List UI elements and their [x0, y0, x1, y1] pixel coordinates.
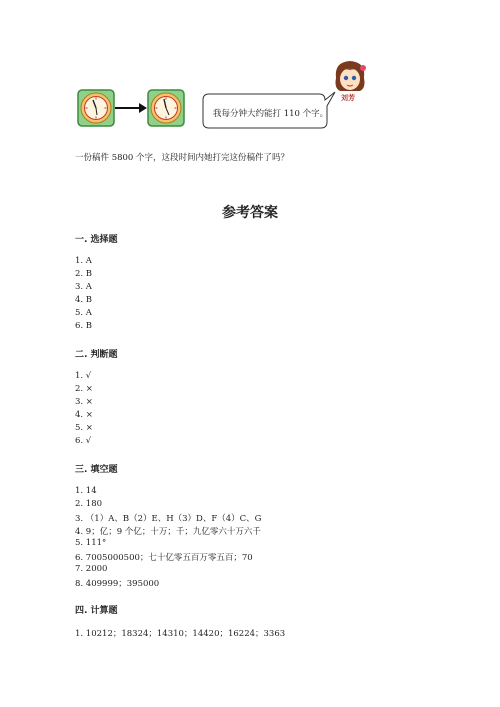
- list-item: 6. 7005000500；七十亿零五百万零五百；70: [75, 553, 253, 563]
- list-item: 8. 409999；395000: [75, 579, 160, 589]
- section-heading-calculation: 四. 计算题: [75, 606, 118, 616]
- list-item: 6. √: [75, 436, 92, 446]
- problem-text: 一份稿件 5800 个字，这段时间内她打完这份稿件了吗？: [75, 153, 290, 163]
- answer-title: 参考答案: [222, 205, 278, 221]
- list-item: 3. （1）A、B（2）E、H（3）D、F（4）C、G: [75, 514, 262, 524]
- section-heading-judgement: 二. 判断题: [75, 350, 118, 360]
- clock-start-icon: [77, 89, 115, 127]
- list-item: 1. 14: [75, 486, 97, 496]
- girl-name-label: 刘芳: [341, 93, 355, 102]
- clock-end-icon: [147, 89, 185, 127]
- section-heading-fill-blank: 三. 填空题: [75, 465, 118, 475]
- list-item: 2. B: [75, 269, 93, 279]
- list-item: 4. B: [75, 295, 93, 305]
- list-item: 2. 180: [75, 499, 103, 509]
- speech-bubble-text: 我每分钟大约能打 110 个字。: [213, 109, 329, 119]
- list-item: 3. A: [75, 282, 92, 292]
- list-item: 5. A: [75, 308, 92, 318]
- arrow-right-icon: [115, 103, 147, 113]
- list-item: 4. 9；亿；9 个亿；十万；千；九亿零六十万六千: [75, 527, 261, 537]
- list-item: 7. 2000: [75, 564, 108, 574]
- list-item: 2. ×: [75, 384, 93, 394]
- list-item: 5. ×: [75, 423, 93, 433]
- list-item: 4. ×: [75, 410, 93, 420]
- list-item: 6. B: [75, 321, 93, 331]
- section-heading-choice: 一. 选择题: [75, 235, 118, 245]
- list-item: 3. ×: [75, 397, 93, 407]
- list-item: 1. 10212；18324；14310；14420；16224；3363: [75, 629, 286, 639]
- list-item: 1. √: [75, 371, 92, 381]
- list-item: 1. A: [75, 256, 92, 266]
- list-item: 5. 111°: [75, 538, 107, 548]
